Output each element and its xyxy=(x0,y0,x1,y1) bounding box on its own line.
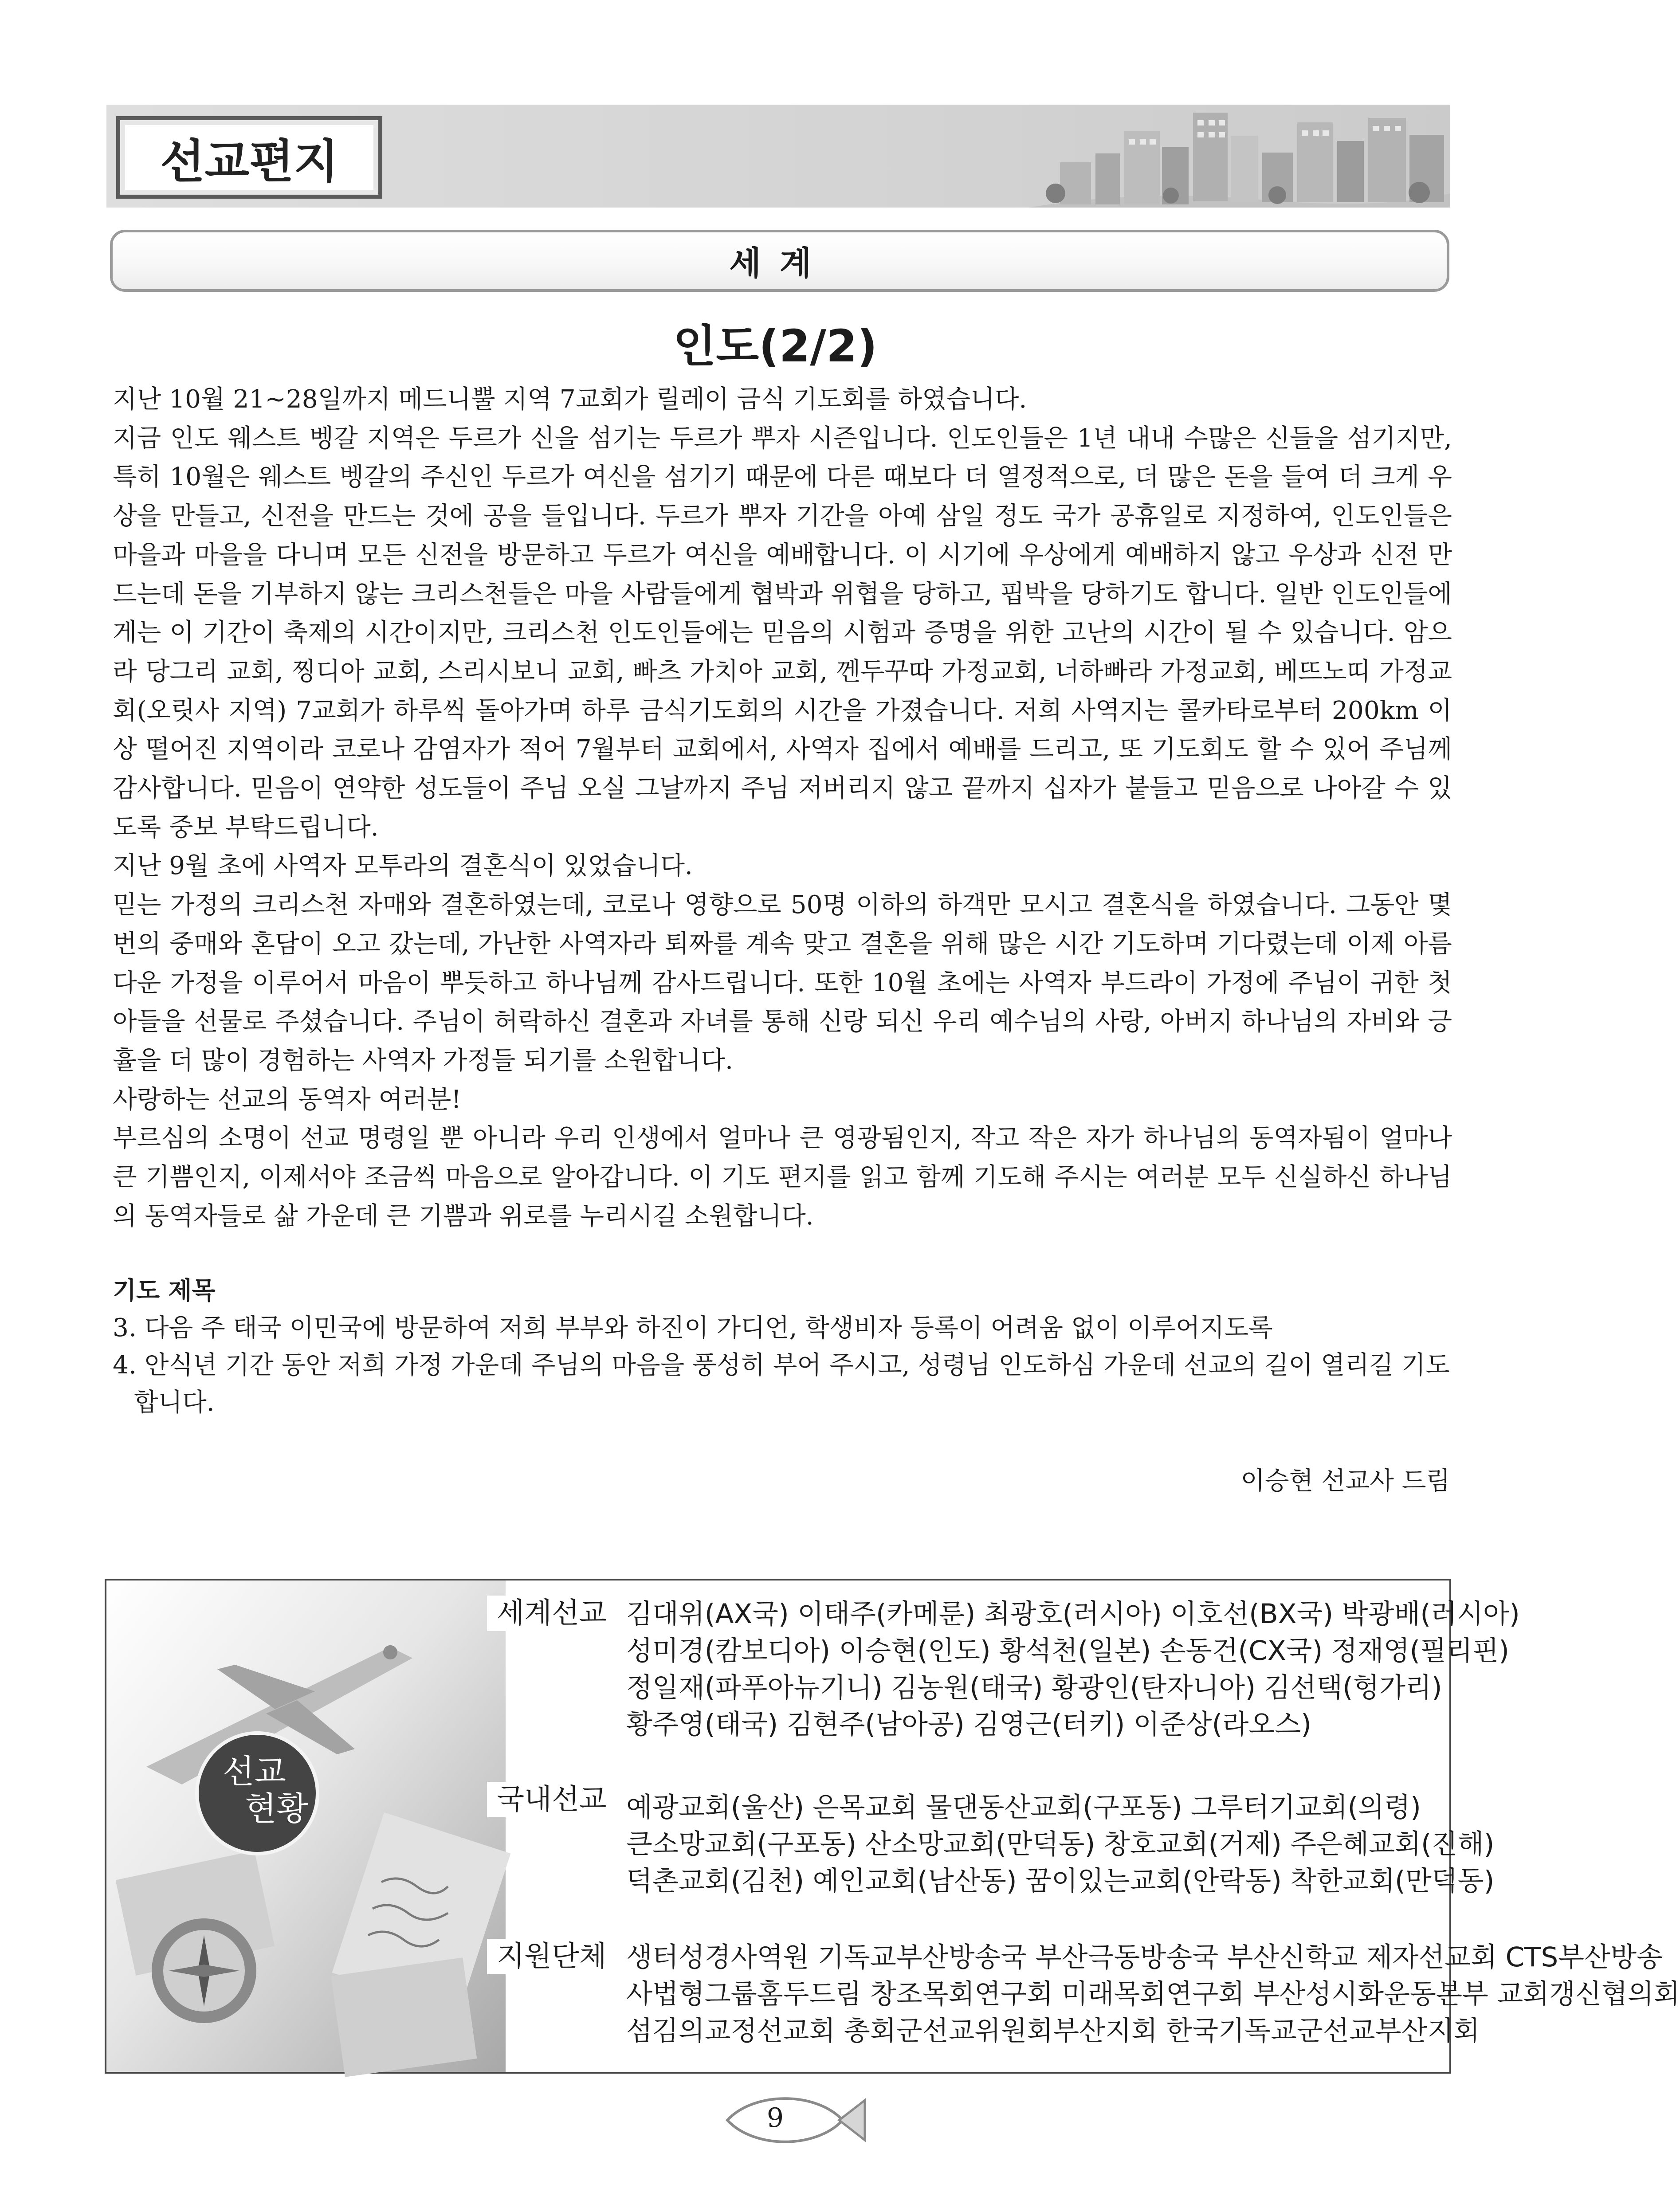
category-label: 국내선교 xyxy=(487,1782,616,1817)
entry-line: 성미경(캄보디아) 이승현(인도) 황석천(일본) 손동건(CX국) 정재영(필리핀) xyxy=(626,1635,1509,1667)
signature: 이승현 선교사 드림 xyxy=(1240,1467,1450,1495)
entry-line: 황주영(태국) 김현주(남아공) 김영근(터키) 이준상(라오스) xyxy=(626,1709,1311,1740)
paragraph: 믿는 가정의 크리스천 자매와 결혼하였는데, 코로나 영향으로 50명 이하의 하객만 모시고 결혼식을 하였습니다. 그동안 몇 번의 중매와 혼담이 오고 갔는데, 가난한 사역자라 퇴짜를 계속 맞고 결혼을 위해 많은 시간 기도하며 기다렸는데 이제 아름다운 가정을 이루어서 마음이 뿌듯하고 하나님께 감사드립니다. 또한 10월 초에는 사역자 부드라이 가정에 주님이 귀한 첫아들을 선물로 주셨습니다. 주님이 허락하신 결혼과 자녀를 통해 신랑 되신 우리 예수님의 사랑, 아버지 하나님의 자비와 긍휼을 더 많이 경험하는 사역자 가정들 되기를 소원합니다. xyxy=(113,890,1452,1075)
badge-line: 현황 xyxy=(245,1790,308,1828)
paragraph: 사랑하는 선교의 동역자 여러분! xyxy=(113,1085,462,1114)
prayer-heading: 기도 제목 xyxy=(113,1276,216,1305)
category-label: 세계선교 xyxy=(487,1596,616,1631)
entry-line: 김대위(AX국) 이태주(카메룬) 최광호(러시아) 이호선(BX국) 박광배(러시아) xyxy=(626,1598,1520,1630)
badge-line: 선교 xyxy=(223,1753,286,1791)
prayer-list xyxy=(113,1310,1452,1421)
letter-title: 인도(2/2) xyxy=(673,320,878,372)
category-label: 지원단체 xyxy=(487,1939,616,1974)
mission-status-badge xyxy=(195,1731,319,1855)
city-illustration xyxy=(1029,105,1450,208)
region-header: 세계 xyxy=(110,230,1449,292)
entry-line: 정일재(파푸아뉴기니) 김농원(태국) 황광인(탄자니아) 김선택(헝가리) xyxy=(626,1672,1442,1703)
prayer-item: 4. 안식년 기간 동안 저희 가정 가운데 주님의 마음을 풍성히 부어 주시고, 성령님 인도하심 가운데 선교의 길이 열리길 기도합니다. xyxy=(113,1351,1450,1417)
paragraph: 부르심의 소명이 선교 명령일 뿐 아니라 우리 인생에서 얼마나 큰 영광됨인지, 작고 작은 자가 하나님의 동역자됨이 얼마나 큰 기쁨인지, 이제서야 조금씩 마음으로 알아갑니다. 이 기도 편지를 읽고 함께 기도해 주시는 여러분 모두 신실하신 하나님의 동역자들로 삶 가운데 큰 기쁨과 위로를 누리시길 소원합니다. xyxy=(113,1124,1452,1231)
category-entries xyxy=(626,1789,1549,1899)
paragraph: 지난 9월 초에 사역자 모투라의 결혼식이 있었습니다. xyxy=(113,851,693,881)
entry-line: 섬김의교정선교회 총회군선교위원회부산지회 한국기독교군선교부산지회 xyxy=(626,2015,1480,2047)
prayer-item: 3. 다음 주 태국 이민국에 방문하여 저희 부부와 하진이 가디언, 학생비자 등록이 어려움 없이 이루어지도록 xyxy=(113,1314,1273,1342)
entry-line: 큰소망교회(구포동) 산소망교회(만덕동) 창호교회(거제) 주은혜교회(진해) xyxy=(626,1828,1495,1860)
page-number: 9 xyxy=(766,2102,784,2133)
entry-line: 사법형그룹홈두드림 창조목회연구회 미래목회연구회 부산성시화운동본부 교회갱신협의회 xyxy=(626,1978,1680,2010)
section-label: 선교편지 xyxy=(116,116,382,199)
entry-line: 생터성경사역원 기독교부산방송국 부산극동방송국 부산신학교 제자선교회 CTS부산방송 xyxy=(626,1941,1663,1973)
category-entries xyxy=(626,1596,1549,1743)
category-entries xyxy=(626,1939,1680,2049)
mission-status-box xyxy=(105,1579,1680,2074)
letter-body xyxy=(113,380,1452,1235)
paragraph: 지난 10월 21~28일까지 메드니뿔 지역 7교회가 릴레이 금식 기도회를 하였습니다. xyxy=(113,385,1027,414)
paragraph: 지금 인도 웨스트 벵갈 지역은 두르가 신을 섬기는 두르가 뿌자 시즌입니다. 인도인들은 1년 내내 수많은 신들을 섬기지만, 특히 10월은 웨스트 벵갈의 주신인 두르가 여신을 섬기기 때문에 다른 때보다 더 열정적으로, 더 많은 돈을 들여 더 크게 우상을 만들고, 신전을 만드는 것에 공을 들입니다. 두르가 뿌자 기간을 아예 삼일 정도 국가 공휴일로 지정하여, 인도인들은 마을과 마을을 다니며 모든 신전을 방문하고 두르가 여신을 예배합니다. 이 시기에 우상에게 예배하지 않고 우상과 신전 만드는데 돈을 기부하지 않는 크리스천들은 마을 사람들에게 협박과 위협을 당하고, 핍박을 당하기도 합니다. 일반 인도인들에게는 이 기간이 축제의 시간이지만, 크리스천 인도인들에는 믿음의 시험과 증명을 위한 고난의 시간이 될 수 있습니다. 암으라 당그리 교회, 찡디아 교회, 스리시보니 교회, 빠츠 가치아 교회, 껜두꾸따 가정교회, 너하빠라 가정교회, 베뜨노띠 가정교회(오릿사 지역) 7교회가 하루씩 돌아가며 하루 금식기도회의 시간을 가졌습니다. 저희 사역지는 콜카타로부터 200km 이상 떨어진 지역이라 코로나 감염자가 적어 7월부터 교회에서, 사역자 집에서 예배를 드리고, 또 기도회도 할 수 있어 주님께 감사합니다. 믿음이 연약한 성도들이 주님 오실 그날까지 주님 저버리지 않고 끝까지 십자가 붙들고 믿음으로 나아갈 수 있도록 중보 부탁드립니다. xyxy=(113,424,1452,842)
entry-line: 덕촌교회(김천) 예인교회(남산동) 꿈이있는교회(안락동) 착한교회(만덕동) xyxy=(626,1865,1495,1897)
entry-line: 예광교회(울산) 은목교회 물댄동산교회(구포동) 그루터기교회(의령) xyxy=(626,1792,1421,1823)
